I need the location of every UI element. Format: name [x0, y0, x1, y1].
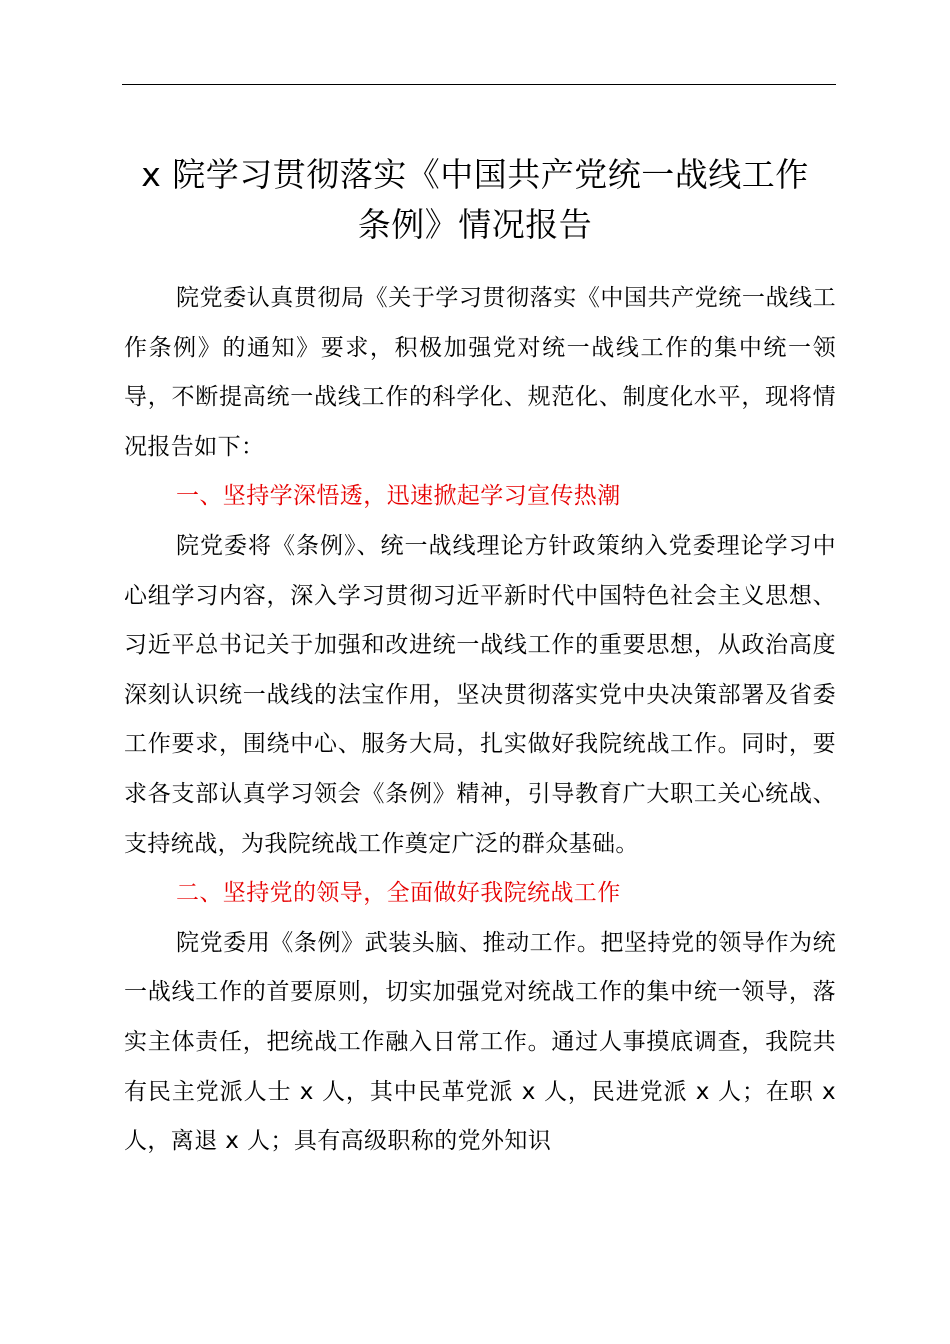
section-2-heading: 二、坚持党的领导，全面做好我院统战工作 [176, 880, 621, 907]
section-2-paragraph: 院党委用《条例》武装头脑、推动工作。把坚持党的领导作为统一战线工作的首要原则，切实加强党对统战工作的集中统一领导，落实主体责任，把统战工作融入日常工作。通过人事摸底调查，我院共有民主党派人士 x 人，其中民革党派 x 人，民进党派 x 人；在职 x 人，离退 x 人；具有高级职称的党外知识 [124, 929, 836, 1155]
title-line-2: 条例》情况报告 [357, 205, 593, 244]
header-rule [122, 84, 836, 85]
section-1-heading: 一、坚持学深悟透，迅速掀起学习宣传热潮 [176, 483, 621, 510]
title-line-1: x 院学习贯彻落实《中国共产党统一战线工作 [141, 155, 809, 194]
document-body [124, 274, 836, 1167]
section-1-paragraph: 院党委将《条例》、统一战线理论方针政策纳入党委理论学习中心组学习内容，深入学习贯彻习近平新时代中国特色社会主义思想、习近平总书记关于加强和改进统一战线工作的重要思想，从政治高度深刻认识统一战线的法宝作用，坚决贯彻落实党中央决策部署及省委工作要求，围绕中心、服务大局，扎实做好我院统战工作。同时，要求各支部认真学习领会《条例》精神，引导教育广大职工关心统战、支持统战，为我院统战工作奠定广泛的群众基础。 [124, 532, 836, 857]
document-title [110, 150, 840, 250]
intro-paragraph: 院党委认真贯彻局《关于学习贯彻落实《中国共产党统一战线工作条例》的通知》要求，积极加强党对统一战线工作的集中统一领导，不断提高统一战线工作的科学化、规范化、制度化水平，现将情况报告如下： [124, 285, 836, 460]
